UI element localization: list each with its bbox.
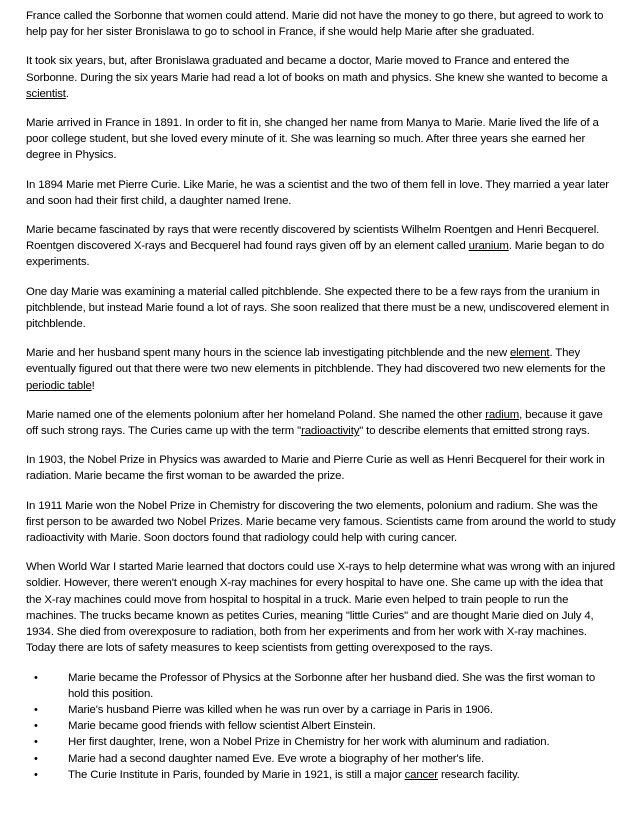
text-run: " to describe elements that emitted strong rays. — [359, 425, 590, 438]
text-run: Marie became the Professor of Physics at the Sorbonne after her husband died. She was the first woman to hold this position. — [68, 671, 596, 700]
text-run: Marie named one of the elements polonium after her homeland Poland. She named the other — [26, 408, 486, 421]
text-run: France called the Sorbonne that women could attend. Marie did not have the money to go there, but agreed to work to help pay for her sister Bronislawa to go to school in France, if she would help Marie after she graduated. — [26, 10, 604, 39]
paragraph — [26, 498, 616, 547]
list-item — [26, 767, 616, 783]
text-run: It took six years, but, after Bronislawa graduated and became a doctor, Marie moved to France and entered the Sorbonne. During the six years Marie had read a lot of books on math and physics. She knew she wanted to become a — [26, 55, 608, 84]
list-item — [26, 702, 616, 718]
paragraph — [26, 284, 616, 333]
link-scientist[interactable]: scientist — [26, 87, 66, 100]
body-text — [26, 8, 616, 657]
bullet-icon: • — [34, 752, 38, 765]
text-run: In 1903, the Nobel Prize in Physics was awarded to Marie and Pierre Curie as well as Henri Becquerel for their work in radiation. Marie became the first woman to be awarded the prize. — [26, 454, 605, 483]
paragraph — [26, 407, 616, 439]
bullet-icon: • — [34, 768, 38, 781]
text-run: Marie's husband Pierre was killed when he was run over by a carriage in Paris in 1906. — [68, 703, 493, 716]
bullet-icon: • — [34, 736, 38, 749]
text-run: In 1894 Marie met Pierre Curie. Like Marie, he was a scientist and the two of them fell in love. They married a year later and soon had their first child, a daughter named Irene. — [26, 178, 609, 207]
paragraph — [26, 177, 616, 209]
list-item — [26, 718, 616, 734]
text-run: Marie became fascinated by rays that were recently discovered by scientists Wilhelm Roentgen and Henri Becquerel. Roentgen discovered X-rays and Becquerel had found rays given off by an element called — [26, 224, 600, 253]
paragraph — [26, 559, 616, 656]
text-run: . — [65, 87, 69, 100]
link-radium[interactable]: radium — [485, 408, 520, 421]
text-run: In 1911 Marie won the Nobel Prize in Chemistry for discovering the two elements, polonium and radium. She was the first person to be awarded two Nobel Prizes. Marie became very famous. Scientists came from around the world to study radioactivity with Marie. Soon doctors found that radiology could help with curing cancer. — [26, 499, 616, 545]
facts-list — [26, 670, 616, 783]
text-run: Marie became good friends with fellow scientist Albert Einstein. — [68, 720, 376, 733]
paragraph — [26, 452, 616, 484]
paragraph — [26, 8, 616, 40]
text-run: Marie and her husband spent many hours in the science lab investigating pitchblende and the new — [26, 347, 510, 360]
text-run: Marie arrived in France in 1891. In order to fit in, she changed her name from Manya to Marie. Marie lived the life of a poor college student, but she loved every minute of it. She was learning so much. After three years she earned her degree in Physics. — [26, 117, 599, 162]
paragraph — [26, 345, 616, 394]
text-run: . Marie began to do experiments. — [26, 240, 605, 269]
list-item — [26, 734, 616, 750]
text-run: When World War I started Marie learned that doctors could use X-rays to help determine what was wrong with an injured soldier. However, there weren't enough X-ray machines for every hospital to have one. She came up with the idea that the X-ray machines could move from hospital to hospital in a truck. Marie even helped to train people to run the machines. The trucks became known as petites Curies, meaning "little Curies" and are thought Marie died on July 4, 1934. She died from overexposure to radiation, both from her experiments and from her work with X-ray machines. Today there are lots of safety measures to keep scientists from getting overexposed to the rays. — [26, 561, 615, 655]
link-radioactivity[interactable]: radioactivity — [301, 425, 360, 438]
paragraph — [26, 115, 616, 164]
text-run: , because it gave off such strong rays. The Curies came up with the term " — [26, 408, 603, 438]
paragraph — [26, 53, 616, 102]
link-cancer[interactable]: cancer — [404, 768, 438, 781]
link-uranium[interactable]: uranium — [468, 240, 509, 253]
text-run: ! — [91, 379, 95, 392]
text-run: . They eventually figured out that there were two new elements in pitchblende. They had discovered two new elements for the — [26, 347, 606, 376]
list-item — [26, 751, 616, 767]
bullet-icon: • — [34, 671, 38, 684]
bullet-icon: • — [34, 703, 38, 716]
document-page — [26, 8, 616, 783]
link-periodic-table[interactable]: periodic table — [26, 379, 92, 392]
text-run: Her first daughter, Irene, won a Nobel Prize in Chemistry for her work with aluminum and radiation. — [68, 736, 550, 749]
text-run: Marie had a second daughter named Eve. Eve wrote a biography of her mother's life. — [68, 752, 485, 765]
text-run: One day Marie was examining a material called pitchblende. She expected there to be a few rays from the uranium in pitchblende, but instead Marie found a lot of rays. She soon realized that there must be a new, undiscovered element in pitchblende. — [26, 285, 610, 331]
link-element[interactable]: element — [509, 347, 550, 360]
paragraph — [26, 222, 616, 271]
text-run: The Curie Institute in Paris, founded by Marie in 1921, is still a major — [68, 768, 405, 781]
text-run: research facility. — [437, 768, 520, 781]
bullet-icon: • — [34, 720, 38, 733]
list-item — [26, 670, 616, 702]
